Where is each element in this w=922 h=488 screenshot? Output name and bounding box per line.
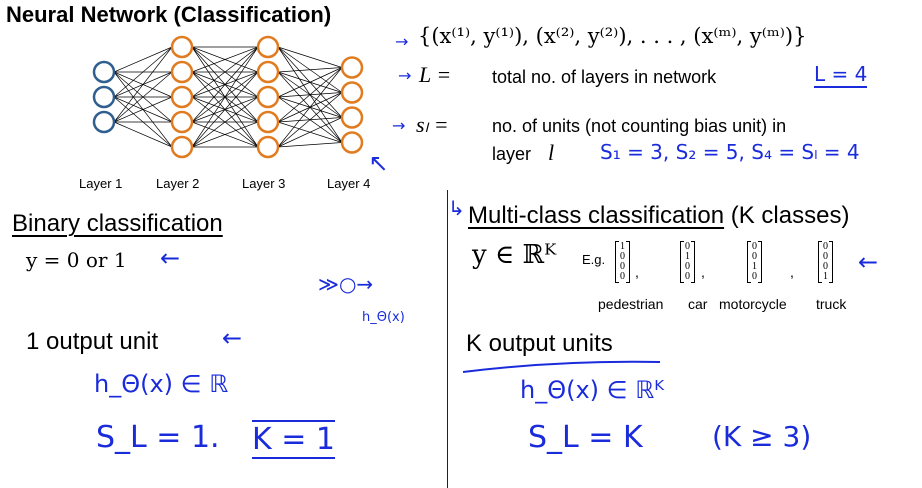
- vector-entry: 0: [685, 241, 690, 252]
- vector-entry: 0: [823, 251, 828, 262]
- arrow-mark-icon: →: [398, 66, 412, 85]
- layer-2-label: Layer 2: [156, 176, 200, 191]
- arrow-mark-icon: ←: [858, 248, 879, 276]
- vector-separator: ,: [635, 264, 639, 280]
- single-unit-sketch: ≫○→: [318, 272, 374, 296]
- multi-output-title: K output units: [466, 330, 613, 357]
- multi-title: Multi-class classification: [468, 202, 725, 229]
- multi-title-suffix: (K classes): [730, 202, 850, 229]
- binary-k-note: K = 1: [252, 422, 335, 457]
- multi-h-note: h_Θ(x) ∈ ℝᴷ: [520, 376, 665, 404]
- arrow-mark-icon: →: [395, 32, 409, 51]
- binary-output-title: 1 output unit: [26, 328, 159, 355]
- s-definition-var: l: [548, 140, 555, 165]
- vector-entry: 0: [752, 251, 757, 262]
- s-note: S₁ = 3, S₂ = 5, S₄ = Sₗ = 4: [600, 140, 860, 164]
- example-label: E.g.: [582, 252, 606, 267]
- label-car: car: [688, 296, 708, 312]
- vector-entry: 0: [823, 241, 828, 252]
- layer-1-label: Layer 1: [79, 176, 123, 191]
- L-symbol: L =: [419, 62, 452, 87]
- vector-separator: ,: [790, 264, 794, 280]
- multi-sl-note: S_L = K: [528, 420, 643, 455]
- s-definition-line2: layer: [492, 144, 532, 164]
- multi-k-note: (K ≥ 3): [712, 420, 812, 453]
- layer-4-label: Layer 4: [327, 176, 371, 191]
- label-truck: truck: [816, 296, 847, 312]
- arrow-mark-icon: ↳: [448, 196, 465, 220]
- binary-unit-label: h_Θ(x): [362, 310, 405, 325]
- training-set-formula: {(x⁽¹⁾, y⁽¹⁾), (x⁽²⁾, y⁽²⁾), . . . , (x⁽ᵐ⁾, y⁽ᵐ⁾)}: [418, 24, 807, 48]
- arrow-mark-icon: ←: [222, 324, 243, 352]
- vector-entry: 0: [752, 241, 757, 252]
- vector-entry: 1: [752, 261, 757, 272]
- vector-entry: 0: [620, 251, 625, 262]
- binary-sl-note: S_L = 1.: [96, 420, 220, 455]
- arrow-mark-icon: →: [392, 116, 406, 135]
- multi-y-formula: y ∈ ℝᴷ: [472, 240, 557, 270]
- layer-3-label: Layer 3: [242, 176, 286, 191]
- vector-entry: 0: [752, 271, 757, 282]
- page-title: Neural Network (Classification): [6, 2, 332, 27]
- binary-y-formula: y = 0 or 1: [26, 248, 127, 272]
- L-definition: total no. of layers in network: [492, 67, 717, 87]
- vector-entry: 0: [685, 271, 690, 282]
- s-symbol: sₗ =: [416, 112, 449, 137]
- label-motorcycle: motorcycle: [719, 296, 787, 312]
- vector-entry: 0: [620, 271, 625, 282]
- vector-entry: 0: [620, 261, 625, 272]
- arrow-mark-icon: ←: [160, 244, 181, 272]
- binary-h-note: h_Θ(x) ∈ ℝ: [94, 370, 229, 398]
- vector-entry: 1: [685, 251, 690, 262]
- binary-title: Binary classification: [12, 210, 223, 237]
- vector-separator: ,: [701, 264, 705, 280]
- s-definition-line1: no. of units (not counting bias unit) in: [492, 116, 787, 136]
- arrow-mark-icon: →: [361, 146, 396, 182]
- vector-entry: 1: [620, 241, 625, 252]
- vector-entry: 0: [823, 261, 828, 272]
- vector-entry: 0: [685, 261, 690, 272]
- label-pedestrian: pedestrian: [598, 296, 664, 312]
- L-note: L = 4: [814, 62, 868, 86]
- vector-entry: 1: [823, 271, 828, 282]
